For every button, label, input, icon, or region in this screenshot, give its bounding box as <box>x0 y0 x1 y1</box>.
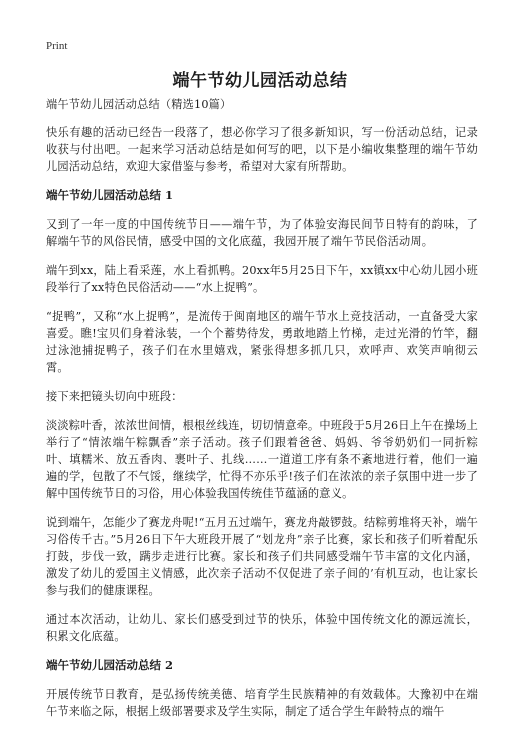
section1-paragraph: “捉鸭”，又称“水上捉鸭”，是流传于闽南地区的端午节水上竞技活动，一直备受大家喜爱。瞧!宝贝们身着泳装，一个个蓄势待发，勇敢地踏上竹梯，走过光滑的竹竿，翻过泳池捕捉鸭子，孩子们在水里嬉戏，紧张得想多抓几只，欢呼声、欢笑声响彻云霄。 <box>46 310 478 374</box>
section1-paragraph: 端午到xx，陆上看采莲，水上看抓鸭。20xx年5月25日下午，xx镇xx中心幼儿园小班段举行了xx特色民俗活动——“水上捉鸭”。 <box>46 264 478 294</box>
intro-paragraph: 快乐有趣的活动已经告一段落了，想必你学习了很多新知识，写一份活动总结，记录收获与付出吧。一起来学习活动总结是如何写的吧，以下是小编收集整理的端午节幼儿园活动总结，欢迎大家借鉴与参考，希望对大家有所帮助。 <box>46 126 478 173</box>
section1-paragraph: 通过本次活动，让幼儿、家长们感受到过节的快乐，体验中国传统文化的源远流长，积累文化底蕴。 <box>46 613 478 643</box>
section1-paragraph: 又到了一年一度的中国传统节日——端午节，为了体验安海民间节日特有的韵味，了解端午节的风俗民情，感受中国的文化底蕴，我园开展了端午节民俗活动周。 <box>46 218 478 248</box>
section2-paragraph: 开展传统节日教育，是弘扬传统美德、培育学生民族精神的有效载体。大豫初中在端午节来临之际，根据上级部署要求及学生实际，制定了适合学生年龄特点的端午 <box>46 688 478 718</box>
print-link[interactable]: Print <box>46 40 68 52</box>
section-heading-2: 端午节幼儿园活动总结 2 <box>46 658 174 672</box>
section1-paragraph: 接下来把镜头切向中班段： <box>46 390 183 403</box>
document-body <box>46 96 478 732</box>
document-subtitle: 端午节幼儿园活动总结（精选10篇） <box>46 98 232 111</box>
page-title: 端午节幼儿园活动总结 <box>172 71 348 91</box>
section-heading-1: 端午节幼儿园活动总结 1 <box>46 188 174 202</box>
section1-paragraph: 淡淡粽叶香，浓浓世间情，根根丝线连，切切情意牵。中班段于5月26日上午在操场上举行了“情浓端午粽飘香”亲子活动。孩子们跟着爸爸、妈妈、爷爷奶奶们一同折粽叶、填糯米、放五香肉、裹叶子、扎线……一道道工序有条不紊地进行着，他们一遍遍的学，包散了不气馁，继续学，忙得不亦乐乎!孩子们在浓浓的亲子氛围中进一步了解中国传统节日的习俗，用心体验我国传统佳节蕴涵的意义。 <box>46 419 478 500</box>
section1-paragraph: 说到端午，怎能少了赛龙舟呢!“五月五过端午，赛龙舟敲锣鼓。结粽剪堆将天补，端午习俗传千古。”5月26日下午大班段开展了“划龙舟”亲子比赛，家长和孩子们听着配乐打鼓，步伐一致，蹒步走进行比赛。家长和孩子们共同感受端午节丰富的文化内涵，激发了幼儿的爱国主义情感，此次亲子活动不仅促进了亲子间的’有机互动，也让家长参与我们的健康课程。 <box>46 516 478 597</box>
